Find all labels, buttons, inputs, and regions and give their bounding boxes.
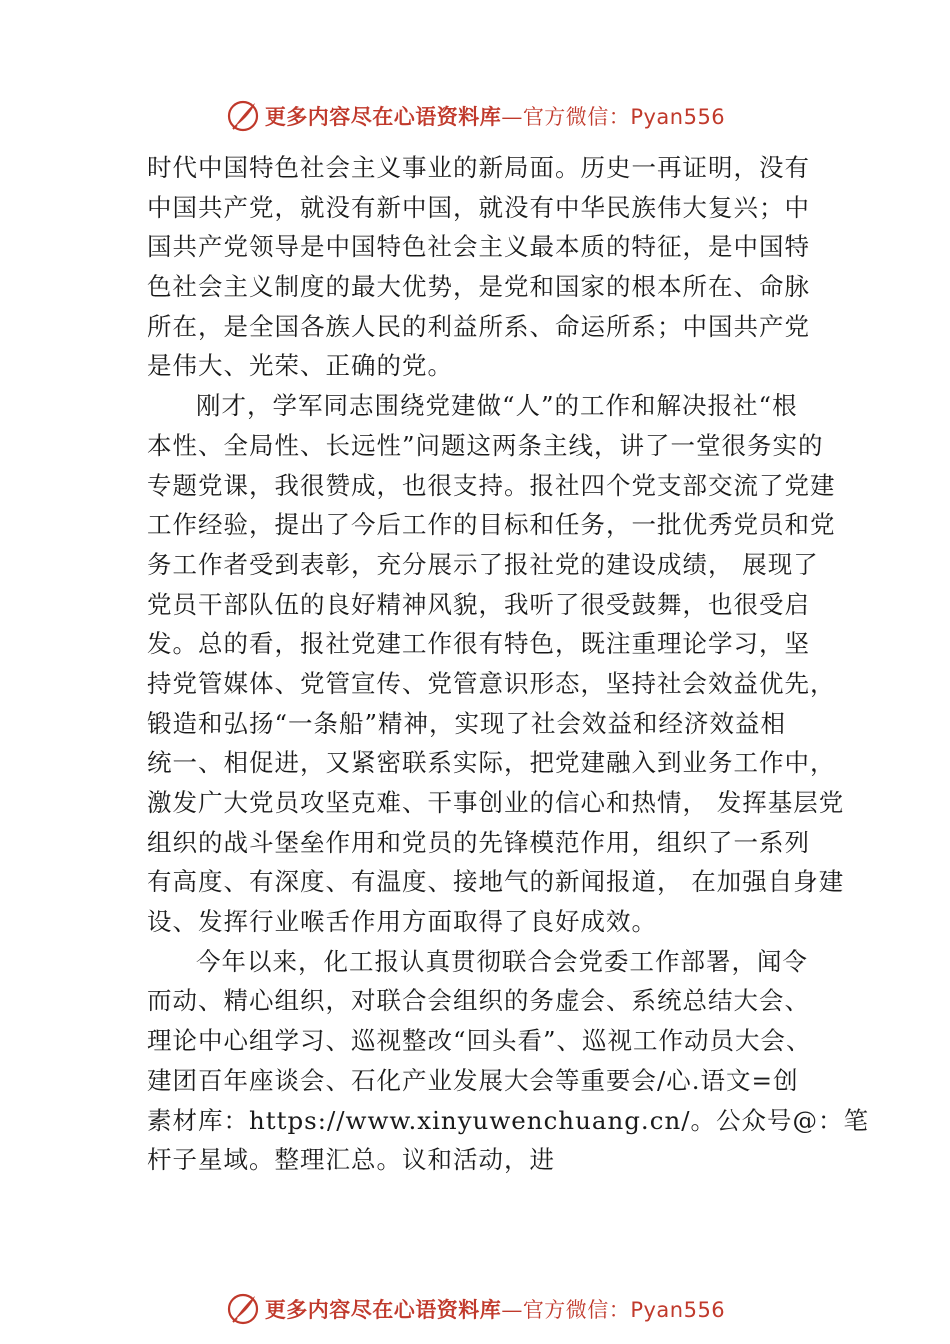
banner-separator: — — [501, 1298, 523, 1322]
document-body — [147, 148, 869, 1180]
text-line: 锻造和弘扬“一条船”精神，实现了社会效益和经济效益相 — [147, 708, 787, 738]
text-line: 本性、全局性、长远性”问题这两条主线，讲了一堂很务实的 — [147, 430, 824, 460]
quill-pen-icon — [225, 98, 261, 134]
paragraph-start-line: 今年以来，化工报认真贯彻联合会党委工作部署，闻令 — [196, 946, 808, 976]
header-watermark-banner — [0, 94, 950, 138]
banner-separator: — — [501, 105, 523, 129]
text-line: 党员干部队伍的良好精神风貌，我听了很受鼓舞，也很受启 — [147, 589, 810, 619]
text-line: 而动、精心组织，对联合会组织的务虚会、系统总结大会、 — [147, 986, 810, 1016]
text-line: 统一、相促进，又紧密联系实际，把党建融入到业务工作中， — [147, 748, 836, 778]
text-line: 有高度、有深度、有温度、接地气的新闻报道， 在加强自身建 — [147, 867, 845, 897]
text-line: 工作经验，提出了今后工作的目标和任务，一批优秀党员和党 — [147, 510, 836, 540]
text-line: 杆子星域。整理汇总。议和活动，进 — [147, 1145, 555, 1175]
banner-main-text: 更多内容尽在心语资料库 — [264, 104, 502, 129]
text-line: 持党管媒体、党管宣传、党管意识形态，坚持社会效益优先， — [147, 668, 836, 698]
banner-text — [265, 101, 725, 131]
banner-handle: Pyan556 — [630, 1298, 726, 1322]
text-line: 建团百年座谈会、石化产业发展大会等重要会/心.语文=创 — [147, 1065, 799, 1095]
text-line: 务工作者受到表彰，充分展示了报社党的建设成绩， 展现了 — [147, 549, 819, 579]
text-line: 设、发挥行业喉舌作用方面取得了良好成效。 — [147, 907, 657, 937]
banner-label: 官方微信： — [522, 105, 631, 129]
text-line: 国共产党领导是中国特色社会主义最本质的特征，是中国特 — [147, 232, 810, 262]
banner-main-text: 更多内容尽在心语资料库 — [264, 1297, 502, 1322]
banner-label: 官方微信： — [522, 1298, 631, 1322]
text-line: 组织的战斗堡垒作用和党员的先锋模范作用，组织了一系列 — [147, 827, 810, 857]
text-line: 色社会主义制度的最大优势，是党和国家的根本所在、命脉 — [147, 272, 810, 302]
text-line: 是伟大、光荣、正确的党。 — [147, 351, 453, 381]
banner-handle: Pyan556 — [630, 105, 726, 129]
paragraph-start-line: 刚才，学军同志围绕党建做“人”的工作和解决报社“根 — [196, 391, 798, 421]
text-line: 时代中国特色社会主义事业的新局面。历史一再证明，没有 — [147, 153, 810, 182]
banner-text — [265, 1294, 725, 1324]
text-line: 素材库：https://www.xinyuwenchuang.cn/。公众号@：笔 — [147, 1105, 869, 1135]
quill-pen-icon — [225, 1291, 261, 1327]
footer-watermark-banner — [0, 1287, 950, 1331]
text-line: 所在，是全国各族人民的利益所系、命运所系；中国共产党 — [147, 311, 810, 341]
text-line: 中国共产党，就没有新中国，就没有中华民族伟大复兴；中 — [147, 192, 810, 222]
text-line: 发。总的看，报社党建工作很有特色，既注重理论学习，坚 — [147, 629, 810, 659]
text-line: 专题党课，我很赞成，也很支持。报社四个党支部交流了党建 — [147, 470, 836, 500]
text-line: 理论中心组学习、巡视整改“回头看”、巡视工作动员大会、 — [147, 1026, 812, 1056]
text-line: 激发广大党员攻坚克难、干事创业的信心和热情， 发挥基层党 — [147, 788, 845, 817]
